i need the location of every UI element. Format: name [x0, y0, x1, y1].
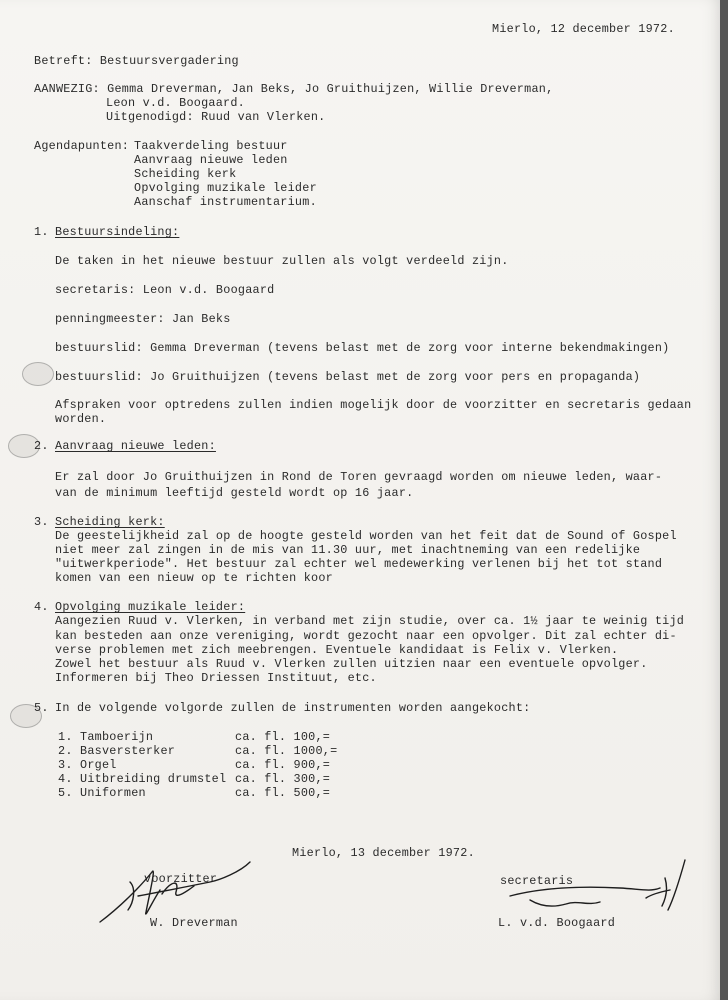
agenda-item: Aanvraag nieuwe leden — [134, 153, 288, 167]
voorzitter-label: voorzitter — [144, 872, 218, 886]
page-edge-shadow — [720, 0, 728, 1000]
instrument-number: 4. — [58, 772, 73, 786]
section-1-secretaris: secretaris: Leon v.d. Boogaard — [55, 283, 275, 297]
agenda-item: Aanschaf instrumentarium. — [134, 195, 317, 209]
section-1-bestuurslid-2: bestuurslid: Jo Gruithuijzen (tevens belast met de zorg voor pers en propaganda) — [55, 370, 641, 384]
instrument-price: ca. fl. 500,= — [235, 786, 331, 800]
instrument-number: 2. — [58, 744, 73, 758]
section-4-line: Aangezien Ruud v. Vlerken, in verband met zijn studie, over ca. 1½ jaar te weinig tijd — [55, 614, 685, 628]
instrument-number: 5. — [58, 786, 73, 800]
footer-place-date: Mierlo, 13 december 1972. — [292, 846, 475, 860]
section-3-title: Scheiding kerk: — [55, 515, 165, 529]
header-place-date: Mierlo, 12 december 1972. — [492, 22, 675, 36]
instrument-number: 3. — [58, 758, 73, 772]
section-1-intro: De taken in het nieuwe bestuur zullen als volgt verdeeld zijn. — [55, 254, 509, 268]
agenda-item: Opvolging muzikale leider — [134, 181, 317, 195]
section-3-line: "uitwerkperiode". Het bestuur zal echter wel medewerking verlenen bij het tot stand — [55, 557, 663, 571]
agenda-item: Taakverdeling bestuur — [134, 139, 288, 153]
section-2-line: van de minimum leeftijd gesteld wordt op 16 jaar. — [55, 486, 414, 500]
secretaris-label: secretaris — [500, 874, 574, 888]
aanwezig-line-3: Uitgenodigd: Ruud van Vlerken. — [106, 110, 326, 124]
section-4-line: Zowel het bestuur als Ruud v. Vlerken zullen uitzien naar een eventuele opvolger. — [55, 657, 648, 671]
punch-hole-top — [22, 362, 54, 386]
instrument-name: Basversterker — [80, 744, 176, 758]
betreft-line: Betreft: Bestuursvergadering — [34, 54, 239, 68]
instrument-price: ca. fl. 900,= — [235, 758, 331, 772]
instrument-price: ca. fl. 100,= — [235, 730, 331, 744]
aanwezig-line-1: AANWEZIG: Gemma Dreverman, Jan Beks, Jo Gruithuijzen, Willie Dreverman, — [34, 82, 554, 96]
instrument-number: 1. — [58, 730, 73, 744]
voorzitter-name: W. Dreverman — [150, 916, 238, 930]
section-1-afspraken-cont: worden. — [55, 412, 107, 426]
section-1-afspraken: Afspraken voor optredens zullen indien mogelijk door de voorzitter en secretaris gedaan — [55, 398, 692, 412]
section-4-line: Informeren bij Theo Driessen Instituut, etc. — [55, 671, 377, 685]
section-2-title: Aanvraag nieuwe leden: — [55, 439, 216, 453]
instrument-price: ca. fl. 300,= — [235, 772, 331, 786]
instrument-name: Uitbreiding drumstel — [80, 772, 227, 786]
agenda-label: Agendapunten: — [34, 139, 130, 153]
section-2-line: Er zal door Jo Gruithuijzen in Rond de Toren gevraagd worden om nieuwe leden, waar- — [55, 470, 663, 484]
section-1-bestuurslid-1: bestuurslid: Gemma Dreverman (tevens belast met de zorg voor interne bekendmakingen) — [55, 341, 670, 355]
section-3-number: 3. — [34, 515, 49, 529]
section-2-number: 2. — [34, 439, 49, 453]
section-3-line: komen van een nieuw op te richten koor — [55, 571, 333, 585]
section-4-title: Opvolging muzikale leider: — [55, 600, 246, 614]
instrument-price: ca. fl. 1000,= — [235, 744, 338, 758]
aanwezig-line-2: Leon v.d. Boogaard. — [106, 96, 245, 110]
section-4-number: 4. — [34, 600, 49, 614]
secretaris-name: L. v.d. Boogaard — [498, 916, 616, 930]
agenda-item: Scheiding kerk — [134, 167, 237, 181]
section-4-line: verse problemen met zich meebrengen. Eventuele kandidaat is Felix v. Vlerken. — [55, 643, 619, 657]
instrument-name: Uniformen — [80, 786, 146, 800]
section-3-line: De geestelijkheid zal op de hoogte gesteld worden van het feit dat de Sound of Gospel — [55, 529, 677, 543]
section-4-line: kan besteden aan onze vereniging, wordt gezocht naar een opvolger. Dit zal echter di- — [55, 629, 677, 643]
instrument-name: Tamboerijn — [80, 730, 154, 744]
section-5-intro: In de volgende volgorde zullen de instrumenten worden aangekocht: — [55, 701, 531, 715]
instrument-name: Orgel — [80, 758, 117, 772]
section-5-number: 5. — [34, 701, 49, 715]
section-3-line: niet meer zal zingen in de mis van 11.30 uur, met inachtneming van een redelijke — [55, 543, 641, 557]
section-1-penningmeester: penningmeester: Jan Beks — [55, 312, 231, 326]
section-1-title: Bestuursindeling: — [55, 225, 180, 239]
section-1-number: 1. — [34, 225, 49, 239]
